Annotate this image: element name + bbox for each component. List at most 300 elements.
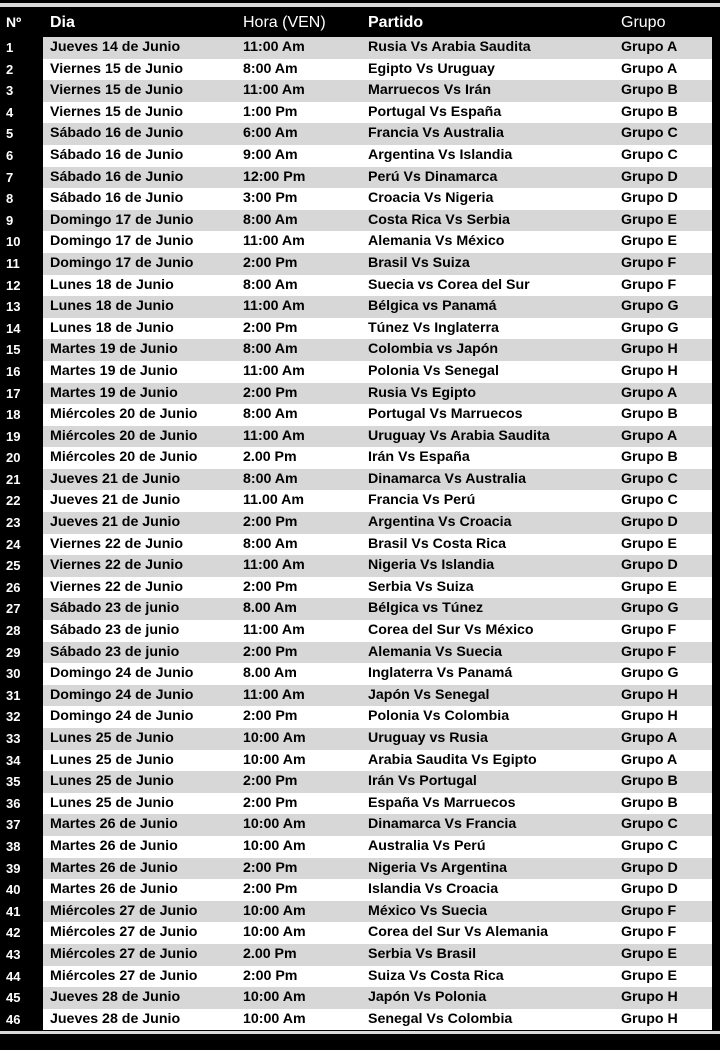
row-right-edge — [712, 922, 720, 944]
row-number: 42 — [0, 922, 43, 944]
row-cells — [43, 966, 712, 988]
row-day: Martes 26 de Junio — [50, 837, 178, 854]
table-row — [0, 167, 720, 189]
row-group: Grupo D — [621, 859, 678, 876]
row-right-edge — [712, 642, 720, 664]
row-group: Grupo H — [621, 989, 678, 1006]
row-group: Grupo C — [621, 837, 678, 854]
row-number: 12 — [0, 275, 43, 297]
row-group: Grupo H — [621, 708, 678, 725]
row-cells — [43, 275, 712, 297]
row-group: Grupo E — [621, 211, 677, 228]
row-cells — [43, 490, 712, 512]
row-time: 11:00 Am — [243, 557, 305, 574]
table-row — [0, 901, 720, 923]
row-right-edge — [712, 1009, 720, 1031]
row-match: Argentina Vs Islandia — [368, 146, 513, 163]
row-group: Grupo A — [621, 39, 678, 55]
row-right-edge — [712, 167, 720, 189]
table-row — [0, 966, 720, 988]
row-right-edge — [712, 534, 720, 556]
row-time: 2.00 Pm — [243, 945, 297, 962]
row-day: Sábado 23 de junio — [50, 643, 180, 660]
row-time: 2:00 Pm — [243, 794, 298, 811]
row-cells — [43, 188, 712, 210]
row-day: Jueves 21 de Junio — [50, 514, 181, 531]
row-match: México Vs Suecia — [368, 902, 488, 919]
row-match: Alemania Vs Suecia — [368, 643, 503, 660]
row-number: 45 — [0, 987, 43, 1009]
row-time: 11:00 Am — [243, 622, 305, 639]
row-group: Grupo F — [621, 254, 677, 271]
row-group: Grupo B — [621, 82, 678, 99]
row-cells — [43, 37, 712, 59]
row-right-edge — [712, 275, 720, 297]
row-time: 10:00 Am — [243, 816, 306, 833]
row-cells — [43, 426, 712, 448]
row-time: 2:00 Pm — [243, 384, 298, 401]
table-row — [0, 793, 720, 815]
row-number: 25 — [0, 555, 43, 577]
row-right-edge — [712, 706, 720, 728]
row-time: 8:00 Am — [243, 211, 298, 228]
table-row — [0, 296, 720, 318]
row-group: Grupo E — [621, 967, 677, 984]
row-time: 10:00 Am — [243, 730, 306, 746]
row-group: Grupo F — [621, 643, 677, 660]
row-day: Miércoles 20 de Junio — [50, 449, 198, 466]
row-match: Croacia Vs Nigeria — [368, 190, 494, 207]
row-cells — [43, 858, 712, 880]
row-number: 38 — [0, 836, 43, 858]
row-right-edge — [712, 728, 720, 750]
table-row — [0, 318, 720, 340]
row-match: Serbia Vs Brasil — [368, 945, 477, 962]
row-group: Grupo E — [621, 578, 677, 595]
row-time: 10:00 Am — [243, 924, 306, 941]
row-match: Nigeria Vs Islandia — [368, 557, 495, 574]
table-header — [0, 7, 720, 37]
row-group: Grupo G — [621, 600, 679, 617]
table-row — [0, 210, 720, 232]
row-group: Grupo B — [621, 406, 678, 423]
row-group: Grupo F — [621, 622, 677, 639]
table-row — [0, 231, 720, 253]
row-day: Jueves 21 de Junio — [50, 492, 181, 509]
row-match: Australia Vs Perú — [368, 837, 486, 854]
row-cells — [43, 685, 712, 707]
row-cells — [43, 620, 712, 642]
row-match: Túnez Vs Inglaterra — [368, 319, 499, 336]
row-match: Portugal Vs Marruecos — [368, 406, 523, 423]
row-cells — [43, 210, 712, 232]
row-cells — [43, 383, 712, 405]
row-cells — [43, 404, 712, 426]
row-group: Grupo A — [621, 427, 678, 444]
row-match: Uruguay vs Rusia — [368, 730, 488, 746]
table-row — [0, 447, 720, 469]
row-right-edge — [712, 447, 720, 469]
header-group: Grupo — [621, 14, 666, 31]
row-number: 8 — [0, 188, 43, 210]
row-number: 46 — [0, 1009, 43, 1031]
row-cells — [43, 836, 712, 858]
row-number: 3 — [0, 80, 43, 102]
row-group: Grupo E — [621, 945, 677, 962]
row-time: 3:00 Pm — [243, 190, 298, 207]
header-time: Hora (VEN) — [243, 14, 326, 31]
row-number: 15 — [0, 339, 43, 361]
row-day: Sábado 23 de junio — [50, 600, 180, 617]
row-right-edge — [712, 145, 720, 167]
row-right-edge — [712, 858, 720, 880]
header-day: Dia — [50, 14, 75, 31]
row-match: Serbia Vs Suiza — [368, 578, 474, 595]
row-right-edge — [712, 318, 720, 340]
row-day: Lunes 18 de Junio — [50, 298, 174, 315]
row-time: 11:00 Am — [243, 39, 305, 55]
row-time: 11:00 Am — [243, 427, 305, 444]
row-match: Suecia vs Corea del Sur — [368, 276, 530, 293]
row-match: Francia Vs Australia — [368, 125, 504, 142]
row-cells — [43, 253, 712, 275]
row-day: Sábado 23 de junio — [50, 622, 180, 639]
row-cells — [43, 534, 712, 556]
row-right-edge — [712, 901, 720, 923]
row-day: Domingo 17 de Junio — [50, 233, 194, 250]
row-day: Sábado 16 de Junio — [50, 168, 184, 185]
row-number: 10 — [0, 231, 43, 253]
table-row — [0, 771, 720, 793]
row-match: Francia Vs Perú — [368, 492, 476, 509]
row-right-edge — [712, 296, 720, 318]
row-number: 29 — [0, 642, 43, 664]
row-cells — [43, 728, 712, 750]
row-day: Martes 26 de Junio — [50, 859, 178, 876]
row-day: Lunes 18 de Junio — [50, 276, 174, 293]
row-cells — [43, 123, 712, 145]
table-row — [0, 534, 720, 556]
row-number: 13 — [0, 296, 43, 318]
row-cells — [43, 577, 712, 599]
row-right-edge — [712, 598, 720, 620]
row-right-edge — [712, 210, 720, 232]
row-time: 9:00 Am — [243, 146, 298, 163]
row-day: Domingo 17 de Junio — [50, 211, 194, 228]
table-row — [0, 275, 720, 297]
row-match: España Vs Marruecos — [368, 794, 516, 811]
row-match: Nigeria Vs Argentina — [368, 859, 508, 876]
table-row — [0, 944, 720, 966]
row-match: Inglaterra Vs Panamá — [368, 665, 513, 682]
row-time: 10:00 Am — [243, 1010, 306, 1027]
table-row — [0, 728, 720, 750]
row-right-edge — [712, 102, 720, 124]
row-day: Miércoles 20 de Junio — [50, 427, 198, 444]
row-time: 2:00 Pm — [243, 773, 298, 790]
row-day: Martes 19 de Junio — [50, 362, 178, 379]
row-group: Grupo G — [621, 665, 679, 682]
row-right-edge — [712, 577, 720, 599]
row-cells — [43, 706, 712, 728]
row-time: 8.00 Am — [243, 600, 297, 617]
row-group: Grupo F — [621, 902, 677, 919]
row-right-edge — [712, 944, 720, 966]
row-time: 2:00 Pm — [243, 514, 298, 531]
row-time: 10:00 Am — [243, 837, 306, 854]
row-cells — [43, 469, 712, 491]
row-time: 1:00 Pm — [243, 103, 298, 120]
row-time: 11.00 Am — [243, 492, 304, 509]
row-day: Sábado 16 de Junio — [50, 125, 184, 142]
row-cells — [43, 512, 712, 534]
row-right-edge — [712, 490, 720, 512]
table-row — [0, 814, 720, 836]
row-group: Grupo C — [621, 492, 678, 509]
table-row — [0, 188, 720, 210]
table-row — [0, 383, 720, 405]
row-match: Japón Vs Senegal — [368, 686, 490, 703]
row-group: Grupo D — [621, 168, 678, 185]
row-cells — [43, 447, 712, 469]
row-day: Viernes 15 de Junio — [50, 103, 184, 120]
row-right-edge — [712, 793, 720, 815]
row-match: Polonia Vs Senegal — [368, 362, 499, 379]
row-time: 11:00 Am — [243, 298, 305, 315]
row-group: Grupo A — [621, 730, 678, 746]
table-row — [0, 663, 720, 685]
row-match: Colombia vs Japón — [368, 341, 499, 358]
row-time: 2:00 Pm — [243, 859, 298, 876]
row-right-edge — [712, 361, 720, 383]
table-row — [0, 145, 720, 167]
row-right-edge — [712, 59, 720, 81]
header-number: Nº — [6, 14, 22, 30]
row-number: 18 — [0, 404, 43, 426]
row-cells — [43, 145, 712, 167]
table-row — [0, 987, 720, 1009]
row-group: Grupo C — [621, 146, 678, 163]
row-number: 37 — [0, 814, 43, 836]
row-cells — [43, 750, 712, 772]
row-time: 2:00 Pm — [243, 254, 298, 271]
row-time: 8:00 Am — [243, 341, 298, 358]
row-day: Lunes 18 de Junio — [50, 319, 174, 336]
row-group: Grupo A — [621, 751, 678, 768]
row-right-edge — [712, 404, 720, 426]
row-group: Grupo H — [621, 362, 678, 379]
row-cells — [43, 59, 712, 81]
row-number: 20 — [0, 447, 43, 469]
row-number: 2 — [0, 59, 43, 81]
row-time: 2:00 Pm — [243, 643, 298, 660]
row-cells — [43, 987, 712, 1009]
row-time: 6:00 Am — [243, 125, 298, 142]
row-time: 2:00 Pm — [243, 881, 298, 898]
row-number: 44 — [0, 966, 43, 988]
row-match: Corea del Sur Vs Alemania — [368, 924, 549, 941]
row-match: Portugal Vs España — [368, 103, 502, 120]
row-cells — [43, 80, 712, 102]
row-number: 14 — [0, 318, 43, 340]
row-right-edge — [712, 123, 720, 145]
row-day: Domingo 24 de Junio — [50, 665, 194, 682]
row-number: 39 — [0, 858, 43, 880]
table-row — [0, 642, 720, 664]
row-group: Grupo D — [621, 881, 678, 898]
row-right-edge — [712, 555, 720, 577]
row-day: Viernes 15 de Junio — [50, 82, 184, 99]
row-cells — [43, 555, 712, 577]
row-group: Grupo C — [621, 125, 678, 142]
row-number: 4 — [0, 102, 43, 124]
row-cells — [43, 318, 712, 340]
row-time: 2:00 Pm — [243, 578, 298, 595]
table-row — [0, 1009, 720, 1031]
row-group: Grupo C — [621, 816, 678, 833]
row-time: 11:00 Am — [243, 362, 305, 379]
row-cells — [43, 296, 712, 318]
table-row — [0, 404, 720, 426]
row-time: 8.00 Am — [243, 665, 297, 682]
row-number: 1 — [0, 37, 43, 59]
row-number: 34 — [0, 750, 43, 772]
row-day: Miércoles 27 de Junio — [50, 967, 198, 984]
bottom-divider — [0, 1031, 720, 1034]
row-group: Grupo E — [621, 535, 677, 552]
table-row — [0, 879, 720, 901]
row-time: 12:00 Pm — [243, 168, 306, 185]
row-day: Sábado 16 de Junio — [50, 190, 184, 207]
row-right-edge — [712, 620, 720, 642]
row-number: 7 — [0, 167, 43, 189]
table-row — [0, 59, 720, 81]
row-day: Jueves 28 de Junio — [50, 989, 181, 1006]
row-cells — [43, 642, 712, 664]
table-row — [0, 577, 720, 599]
table-row — [0, 80, 720, 102]
row-day: Miércoles 27 de Junio — [50, 924, 198, 941]
row-match: Perú Vs Dinamarca — [368, 168, 498, 185]
row-right-edge — [712, 512, 720, 534]
row-match: Dinamarca Vs Francia — [368, 816, 517, 833]
row-right-edge — [712, 663, 720, 685]
row-right-edge — [712, 37, 720, 59]
row-cells — [43, 1009, 712, 1031]
table-row — [0, 858, 720, 880]
row-group: Grupo A — [621, 384, 678, 401]
row-day: Jueves 14 de Junio — [50, 39, 181, 55]
row-day: Domingo 17 de Junio — [50, 254, 194, 271]
row-match: Marruecos Vs Irán — [368, 82, 492, 99]
row-group: Grupo F — [621, 924, 677, 941]
row-group: Grupo C — [621, 470, 678, 487]
row-number: 5 — [0, 123, 43, 145]
table-row — [0, 555, 720, 577]
row-time: 8:00 Am — [243, 535, 298, 552]
header-match: Partido — [368, 14, 424, 31]
table-row — [0, 836, 720, 858]
row-group: Grupo B — [621, 773, 678, 790]
table-row — [0, 685, 720, 707]
row-right-edge — [712, 771, 720, 793]
row-day: Jueves 21 de Junio — [50, 470, 181, 487]
row-day: Viernes 22 de Junio — [50, 557, 184, 574]
row-number: 16 — [0, 361, 43, 383]
row-group: Grupo F — [621, 276, 677, 293]
row-right-edge — [712, 426, 720, 448]
row-group: Grupo A — [621, 60, 678, 77]
table-row — [0, 922, 720, 944]
row-number: 35 — [0, 771, 43, 793]
row-match: Uruguay Vs Arabia Saudita — [368, 427, 550, 444]
row-match: Argentina Vs Croacia — [368, 514, 512, 531]
row-number: 9 — [0, 210, 43, 232]
row-time: 2.00 Pm — [243, 449, 297, 466]
row-group: Grupo D — [621, 190, 678, 207]
row-day: Martes 26 de Junio — [50, 816, 178, 833]
table-row — [0, 37, 720, 59]
row-group: Grupo D — [621, 557, 678, 574]
row-match: Dinamarca Vs Australia — [368, 470, 526, 487]
row-right-edge — [712, 966, 720, 988]
row-day: Sábado 16 de Junio — [50, 146, 184, 163]
row-right-edge — [712, 836, 720, 858]
row-number: 33 — [0, 728, 43, 750]
row-number: 41 — [0, 901, 43, 923]
row-right-edge — [712, 383, 720, 405]
schedule-table — [0, 37, 720, 1030]
row-number: 22 — [0, 490, 43, 512]
row-day: Domingo 24 de Junio — [50, 708, 194, 725]
row-time: 10:00 Am — [243, 989, 306, 1006]
row-day: Lunes 25 de Junio — [50, 751, 174, 768]
row-number: 6 — [0, 145, 43, 167]
row-day: Martes 19 de Junio — [50, 384, 178, 401]
table-row — [0, 102, 720, 124]
table-row — [0, 339, 720, 361]
row-group: Grupo G — [621, 298, 679, 315]
row-day: Martes 19 de Junio — [50, 341, 178, 358]
row-number: 36 — [0, 793, 43, 815]
row-group: Grupo D — [621, 514, 678, 531]
row-match: Islandia Vs Croacia — [368, 881, 499, 898]
row-time: 11:00 Am — [243, 686, 305, 703]
row-match: Bélgica vs Túnez — [368, 600, 484, 617]
table-row — [0, 469, 720, 491]
row-day: Miércoles 27 de Junio — [50, 945, 198, 962]
row-group: Grupo B — [621, 449, 678, 466]
row-number: 21 — [0, 469, 43, 491]
row-day: Domingo 24 de Junio — [50, 686, 194, 703]
row-day: Lunes 25 de Junio — [50, 730, 174, 746]
row-right-edge — [712, 814, 720, 836]
row-match: Rusia Vs Arabia Saudita — [368, 39, 531, 55]
row-day: Martes 26 de Junio — [50, 881, 178, 898]
row-group: Grupo E — [621, 233, 677, 250]
row-right-edge — [712, 253, 720, 275]
table-row — [0, 426, 720, 448]
row-right-edge — [712, 80, 720, 102]
table-row — [0, 598, 720, 620]
row-cells — [43, 814, 712, 836]
row-cells — [43, 879, 712, 901]
row-day: Miércoles 20 de Junio — [50, 406, 198, 423]
row-number: 40 — [0, 879, 43, 901]
row-number: 17 — [0, 383, 43, 405]
row-number: 19 — [0, 426, 43, 448]
row-time: 2:00 Pm — [243, 319, 298, 336]
